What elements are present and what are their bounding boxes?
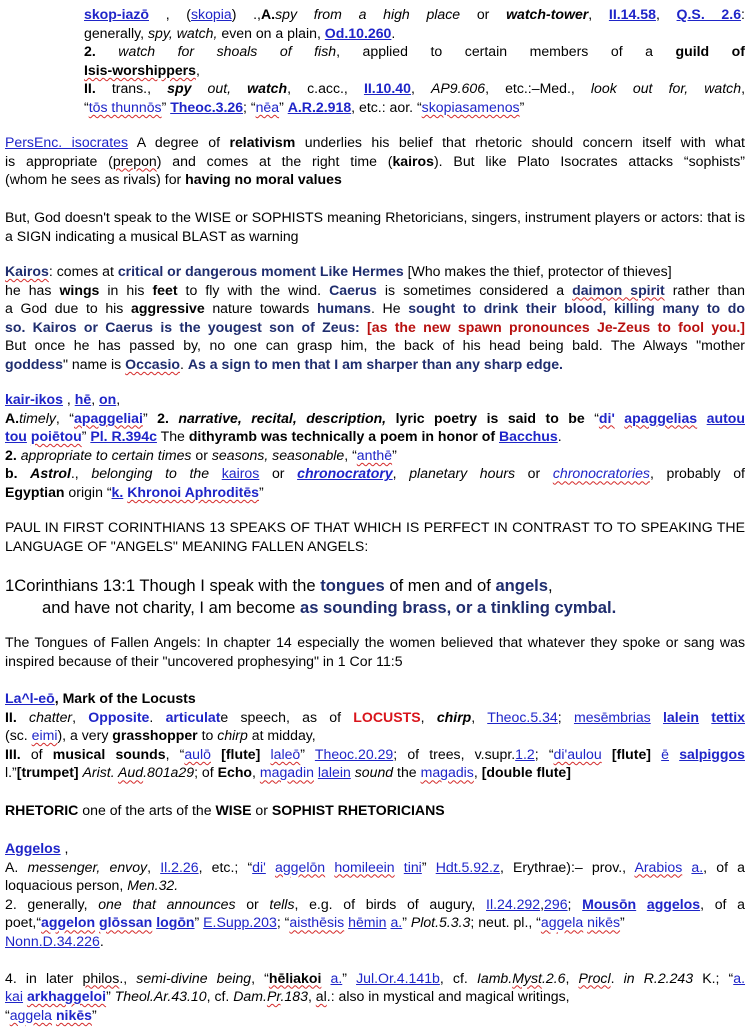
entry-laleo: La^l-eō, Mark of the Locusts II. chatter, Opposite. articulate speech, as of LOCUSTS, chirp, Theoc.5.34; mesēmbrias lalein tettix (sc. eimi), a very grasshopper to chirp at midday, III. of musical sounds, “aulō [flute] laleō” Theoc.20.29; of trees, v.supr.1.2; “di'aulou [flute] ē salpiggos l.”[trumpet] Arist. Aud.801a29; of Echo, magadin lalein sound the magadis, [double flute] — [5, 690, 745, 781]
headword-skopiazo[interactable]: skop-iazō — [84, 6, 149, 22]
word-prepon: prepon — [112, 152, 157, 169]
link-he[interactable]: hē — [74, 391, 92, 407]
para-paul: PAUL IN FIRST CORINTHIANS 13 SPEAKS OF THAT WHICH IS PERFECT IN CONTRAST TO TO SPEAKING THE LANGUAGE OF "ANGELS" MEANING FALLEN ANGELS: — [5, 519, 745, 554]
para-rhetoric — [5, 801, 745, 820]
link-qs-2-6[interactable]: Q.S. 2.6 — [676, 6, 742, 22]
link-nea[interactable]: nēa — [255, 98, 280, 115]
headword-laleo[interactable]: La^l-eō — [5, 690, 55, 706]
headword-aggelos[interactable]: Aggelos — [5, 840, 61, 856]
rhetoric-wise: WISE — [215, 802, 252, 818]
link-skopia[interactable]: skopia — [191, 6, 232, 22]
para-tongues: The Tongues of Fallen Angels: In chapter 14 especially the women believed that whatever they spoke or sang was inspired because of their "uncovered prophesying" in 1 Cor 11:5 — [5, 634, 745, 669]
rhetoric-or: or — [251, 802, 272, 818]
verse-1cor-13-1: 1Corinthians 13:1 Though I speak with the tongues of men and of angels, and have not charity, I am become as sounding brass, or a tinkling cymbal. — [5, 576, 617, 617]
je-zeus-note: [as the new spawn pronounces Je-Zeus to fool you.] — [367, 318, 745, 335]
link-on[interactable]: on — [99, 391, 117, 407]
link-tos-thunnos[interactable]: tōs thunnōs — [88, 98, 162, 115]
rhetoric-rest: one of the arts of the — [78, 802, 216, 818]
headword-kairikos[interactable]: kair-ikos — [5, 391, 63, 407]
link-k[interactable]: k. — [111, 483, 124, 500]
link-ii-10-40[interactable]: II.10.40 — [363, 80, 411, 97]
rhetoric-sophist: SOPHIST RHETORICIANS — [271, 802, 445, 818]
verse-text-start: 1Corinthians 13:1 Though I speak with the — [5, 576, 316, 595]
word-occasio: Occasio — [125, 355, 180, 372]
para-kairos: Kairos: comes at critical or dangerous moment Like Hermes [Who makes the thief, protector of thieves] he has wings in his feet to fly with the wind. Caerus is sometimes considered a daimon spirit rather than a God due to his aggressive nature towards humans. He sought to drink their blood, killing many to do so. Kairos or Caerus is the yougest son of Zeus: [as the new spawn pronounces Je-Zeus to fool you.] But once he has passed by, no one can grasp him, the back of his head being bald. The Always "mother goddess" name is Occasio. As a sign to men that I am sharper than any sharp edge. — [5, 263, 746, 372]
headword-kairos: Kairos — [5, 263, 49, 279]
link-theoc-3-26[interactable]: Theoc.3.26 — [170, 98, 244, 115]
link-persenc-isocrates[interactable]: PersEnc. isocrates — [5, 134, 129, 150]
link-khronoi-aphrodites[interactable]: Khronoi Aphroditēs — [127, 483, 259, 500]
entry-aggelos: Aggelos , A. messenger, envoy, Il.2.26, etc.; “di' aggelōn homileein tini” Hdt.5.92.z, Erythrae):– prov., Arabios a., of a loquacious person, Men.32. 2. generally, one that announces or tells, e.g. of birds of augury, Il.24.292,296; Mousōn aggelos, of a poet,“aggelon glōssan logōn” E.Supp.203; “aisthēsis hēmin a.” Plot.5.3.3; neut. pl., “aggela nikēs” Nonn.D.34.226. 4. in later philos., semi-divine being, “hēliakoi a.” Jul.Or.4.141b, cf. Iamb.Myst.2.6, Procl. in R.2.243 K.; “a. kai arkhaggeloi” Theol.Ar.43.10, cf. Dam.Pr.183, al.: also in mystical and magical writings, “aggela nikēs” — [5, 840, 746, 1023]
link-od-10-260[interactable]: Od.10.260 — [324, 24, 392, 41]
rhetoric-word: RHETORIC — [5, 802, 79, 818]
link-skopiasamenos[interactable]: skopiasamenos — [421, 98, 520, 115]
link-ar-2-918[interactable]: A.R.2.918 — [287, 98, 352, 115]
link-ii-14-58[interactable]: II.14.58 — [608, 6, 656, 22]
para-god-warning: But, God doesn't speak to the WISE or SOPHISTS meaning Rhetoricians, singers, instrument players or actors: that is a SIGN indicating a musical BLAST as warning — [5, 209, 745, 244]
entry-kairikos: kair-ikos , hē, on, A.timely, “apaggeliai” 2. narrative, recital, description, lyric poetry is said to be “di' apaggelias autou tou poiētou” Pl. R.394c The dithyramb was technically a poem in honor of Bacchus. 2. appropriate to certain times or seasons, seasonable, “anthē” b. Astrol., belonging to the kairos or chronocratory, planetary hours or chronocratories, probably of Egyptian origin “k. Khronoi Aphroditēs” — [5, 391, 745, 500]
para-isocrates: PersEnc. isocrates A degree of relativism underlies his belief that rhetoric should concern itself with what is appropriate (prepon) and comes at the right time (kairos). But like Plato Isocrates attacks “sophists” (whom he sees as rivals) for having no moral values — [5, 134, 745, 188]
laleo-subtitle: , Mark of the Locusts — [54, 690, 196, 706]
entry-skopiazo: skop-iazō , (skopia) .,A.spy from a high place or watch-tower, II.14.58, Q.S. 2.6: generally, spy, watch, even on a plain, Od.10.260. 2. watch for shoals of fish, applied to certain members of a guild of Isis-worshippers, II. trans., spy out, watch, c.acc., II.10.40, AP9.606, etc.:–Med., look out for, watch, “tōs thunnōs” Theoc.3.26; “nēa” A.R.2.918, etc.: aor. “skopiasamenos” — [84, 6, 745, 115]
